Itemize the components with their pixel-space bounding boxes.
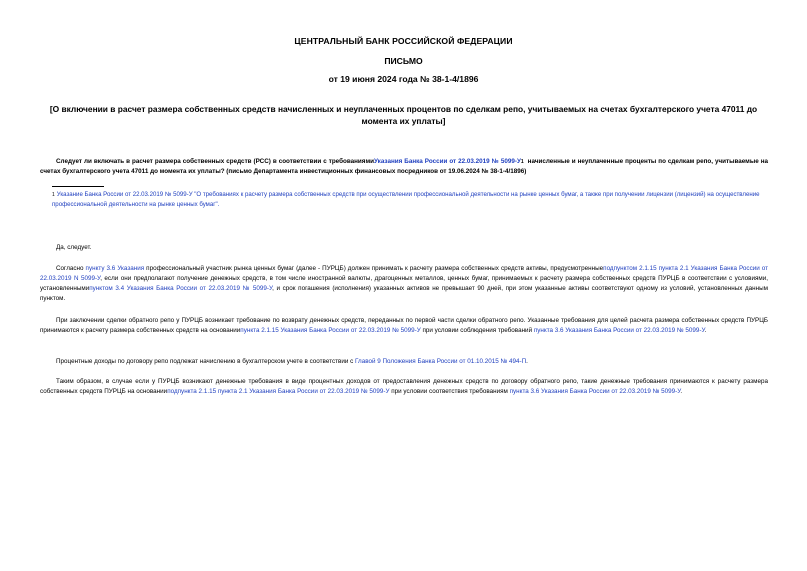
paragraph-3-text: Процентные доходы по договору репо подлежат начислению в бухгалтерском учете в соответствии с [56, 358, 355, 365]
paragraph-4 [40, 377, 768, 397]
question-paragraph [40, 157, 768, 177]
footnote-link[interactable]: Указание Банка России от 22.03.2019 № 5099-У "О требованиях к расчету размера собственных средств при осуществлении профессиональной деятельности на рынке ценных бумаг, а также при получении лицензии (лицензий) на осуществление профессиональной деятельности на рынке ценных бумаг". [52, 191, 760, 208]
paragraph-2-text: . [704, 327, 707, 334]
paragraph-4-text: Таким образом, в случае если у ПУРЦБ возникают денежные требования в виде процентных доходов от предоставления денежных средств по договору обратного репо, такие денежные требования принимаются к расчету размера собственных средств ПУРЦБ на основании [40, 378, 768, 395]
paragraph-2-link-point-2-1-15[interactable]: пункта 2.1.15 Указания Банка России от 22.03.2019 № 5099-У [240, 327, 421, 334]
paragraph-1-text: , и срок погашения (исполнения) указанных активов не превышает 90 дней, при этом указанные активы соответствуют одному из условий, установленных данным пунктом. [40, 285, 768, 302]
paragraph-1-link-point-3-4[interactable]: пунктом 3.4 Указания Банка России от 22.03.2019 № 5099-У [89, 285, 273, 292]
footnote-mark: 1 [52, 192, 55, 198]
document-type: ПИСЬМО [384, 56, 423, 66]
paragraph-4-text: . [680, 388, 683, 395]
paragraph-2-text: при условии соблюдения требований [420, 327, 534, 334]
paragraph-3 [40, 357, 768, 367]
paragraph-2-link-point-3-6[interactable]: пункта 3.6 Указания Банка России от 22.03.2019 № 5099-У [533, 327, 705, 334]
footnote-divider [52, 186, 104, 187]
paragraph-1-text: профессиональный участник рынка ценных бумаг (далее - ПУРЦБ) должен принимать к расчету размера собственных средств активы, предусмотренные [144, 265, 604, 272]
paragraph-1-link-directive[interactable]: Указания [117, 265, 145, 272]
paragraph-3-text: . [526, 358, 528, 365]
paragraph-1-link-point[interactable]: пункту 3.6 [85, 265, 116, 272]
paragraph-1 [40, 264, 768, 304]
paragraph-4-link-subpoint[interactable]: подпункта 2.1.15 пункта 2.1 Указания Банка России от 22.03.2019 № 5099-У [167, 388, 390, 395]
paragraph-2 [40, 316, 768, 336]
question-text-end: начисленные и неуплаченные проценты по сделкам репо, учитываемые на счетах бухгалтерского учета 47011 до момента их уплаты? (письмо Департамента инвестиционных финансовых посредников от 19.06.2024 № 38-1-4/1896) [40, 158, 769, 175]
paragraph-1-text: Согласно [56, 265, 86, 272]
document-subject: [О включении в расчет размера собственных средств начисленных и неуплаченных процентов по сделкам репо, учитываемых на счетах бухгалтерского учета 47011 до момента их уплаты] [49, 104, 758, 126]
paragraph-1-link-subpoint[interactable]: подпунктом 2.1.15 пункта 2.1 Указания Банка России от 22.03.2019 N 5099-У [40, 265, 769, 282]
document-date-number: от 19 июня 2024 года № 38-1-4/1896 [328, 74, 479, 84]
issuer-title: ЦЕНТРАЛЬНЫЙ БАНК РОССИЙСКОЙ ФЕДЕРАЦИИ [294, 36, 513, 46]
paragraph-2-text: При заключении сделки обратного репо у ПУРЦБ возникает требование по возврату денежных средств, переданных по первой части сделки обратного репо. Указанные требования для целей расчета размера собственных средств ПУРЦБ принимаются к расчету размера собственных средств на основании [40, 317, 768, 334]
paragraph-3-link-regulation[interactable]: Главой 9 Положения Банка России от 01.10.2015 № 494-П [355, 358, 527, 365]
footnote-reference[interactable]: 1 [520, 159, 524, 165]
footnote [52, 190, 768, 210]
paragraph-4-text: при условии соответствия требованиям [389, 388, 510, 395]
question-link-directive[interactable]: Указания Банка России от 22.03.2019 № 5099-У [374, 158, 521, 165]
answer-paragraph: Да, следует. [56, 244, 92, 251]
paragraph-4-link-point-3-6[interactable]: пункта 3.6 Указания Банка России от 22.03.2019 № 5099-У [509, 388, 681, 395]
paragraph-1-text: , если они предполагают получение денежных средств, в том числе иностранной валюты, драгоценных металлов, ценных бумаг, принимаемых к расчету размера собственных средств ПУРЦБ в соответствии с условиями, установленными [40, 275, 768, 292]
question-text-start: Следует ли включать в расчет размера собственных средств (РСС) в соответствии с требованиями [56, 158, 374, 165]
